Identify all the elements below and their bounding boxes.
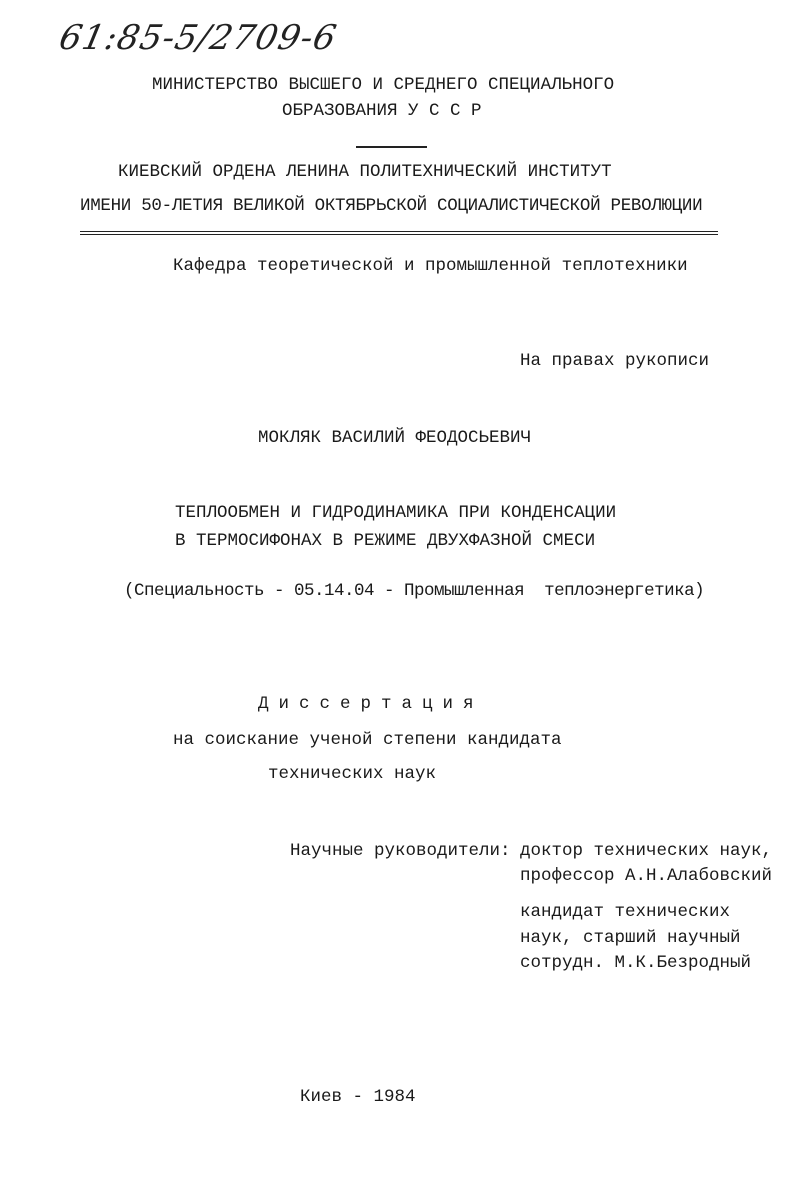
supervisor-1-line-1: доктор технических наук, — [520, 841, 773, 861]
dissertation-title-line-2: В ТЕРМОСИФОНАХ В РЕЖИМЕ ДВУХФАЗНОЙ СМЕСИ — [175, 531, 596, 551]
manuscript-note: На правах рукописи — [520, 351, 710, 371]
ministry-line-1: МИНИСТЕРСТВО ВЫСШЕГО И СРЕДНЕГО СПЕЦИАЛЬНОГО — [152, 75, 615, 95]
degree-line-2: на соискание ученой степени кандидата — [173, 730, 562, 750]
supervisor-2-line-1: кандидат технических — [520, 902, 731, 922]
degree-type: Диссертация — [258, 694, 484, 714]
double-divider-top — [80, 231, 718, 232]
supervisor-2-line-3: сотрудн. М.К.Безродный — [520, 953, 752, 973]
place-and-year: Киев - 1984 — [300, 1087, 416, 1107]
ministry-line-2: ОБРАЗОВАНИЯ У С С Р — [282, 101, 482, 121]
supervisors-label: Научные руководители: — [290, 841, 511, 861]
department: Кафедра теоретической и промышленной теплотехники — [173, 256, 688, 276]
dissertation-title-line-1: ТЕПЛООБМЕН И ГИДРОДИНАМИКА ПРИ КОНДЕНСАЦИИ — [175, 503, 617, 523]
supervisor-1-line-2: профессор А.Н.Алабовский — [520, 866, 773, 886]
institute-line-2: ИМЕНИ 50-ЛЕТИЯ ВЕЛИКОЙ ОКТЯБРЬСКОЙ СОЦИАЛИСТИЧЕСКОЙ РЕВОЛЮЦИИ — [80, 196, 703, 216]
author-name: МОКЛЯК ВАСИЛИЙ ФЕОДОСЬЕВИЧ — [258, 428, 532, 448]
double-divider-bottom — [80, 234, 718, 235]
institute-line-1: КИЕВСКИЙ ОРДЕНА ЛЕНИНА ПОЛИТЕХНИЧЕСКИЙ ИНСТИТУТ — [118, 162, 612, 182]
short-divider — [356, 146, 427, 148]
supervisor-2-line-2: наук, старший научный — [520, 928, 741, 948]
degree-line-3: технических наук — [268, 764, 437, 784]
specialty: (Специальность - 05.14.04 - Промышленная теплоэнергетика) — [124, 581, 705, 601]
handwritten-archive-number: 61:85-5/2709-6 — [55, 18, 341, 58]
